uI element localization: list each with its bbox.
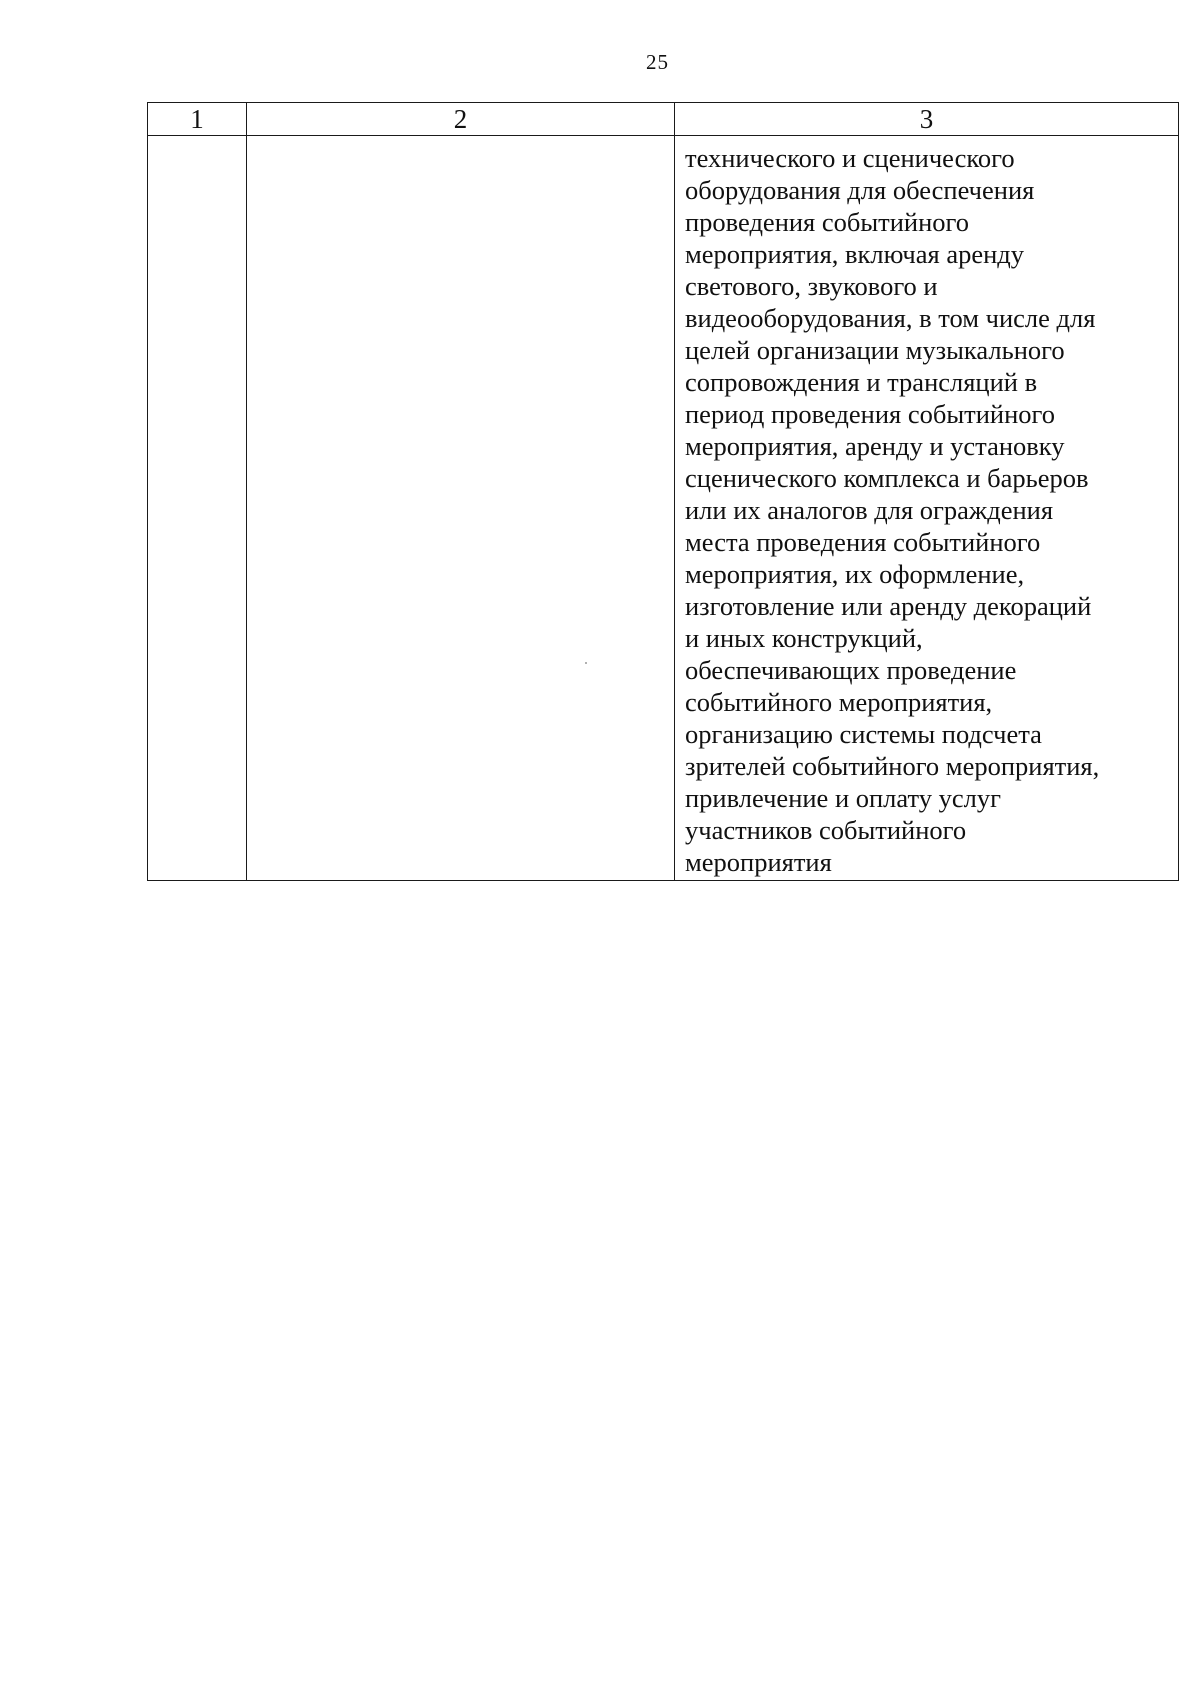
text-line: мероприятия	[685, 847, 832, 877]
text-line: проведения событийного	[685, 207, 970, 237]
text-line: видеооборудования, в том числе для	[685, 303, 1096, 333]
column-header-1: 1	[148, 103, 247, 136]
text-line: сценического комплекса и барьеров	[685, 463, 1089, 493]
text-line: сопровождения и трансляций в	[685, 367, 1038, 397]
column-header-3: 3	[675, 103, 1179, 136]
text-line: изготовление или аренду декораций	[685, 591, 1092, 621]
text-line: светового, звукового и	[685, 271, 938, 301]
page-number: 25	[646, 50, 669, 74]
text-line: оборудования для обеспечения	[685, 175, 1035, 205]
cell-text-block	[675, 136, 1178, 878]
text-line: участников событийного	[685, 815, 967, 845]
text-line: места проведения событийного	[685, 527, 1041, 557]
text-line: привлечение и оплату услуг	[685, 783, 1001, 813]
text-line: зрителей событийного мероприятия,	[685, 751, 1100, 781]
table-cell-col1	[148, 136, 247, 881]
table-header-row	[148, 103, 1179, 136]
text-line: технического и сценического	[685, 143, 1015, 173]
text-line: мероприятия, их оформление,	[685, 559, 1025, 589]
document-table	[147, 102, 1179, 881]
table-row	[148, 136, 1179, 881]
scan-speck	[585, 662, 587, 664]
text-line: мероприятия, включая аренду	[685, 239, 1025, 269]
text-line: обеспечивающих проведение	[685, 655, 1017, 685]
text-line: или их аналогов для ограждения	[685, 495, 1054, 525]
table-cell-col2	[247, 136, 675, 881]
text-line: период проведения событийного	[685, 399, 1055, 429]
column-header-2: 2	[247, 103, 675, 136]
text-line: мероприятия, аренду и установку	[685, 431, 1065, 461]
text-line: организацию системы подсчета	[685, 719, 1042, 749]
table-cell-col3	[675, 136, 1179, 881]
text-line: целей организации музыкального	[685, 335, 1065, 365]
text-line: и иных конструкций,	[685, 623, 923, 653]
text-line: событийного мероприятия,	[685, 687, 993, 717]
